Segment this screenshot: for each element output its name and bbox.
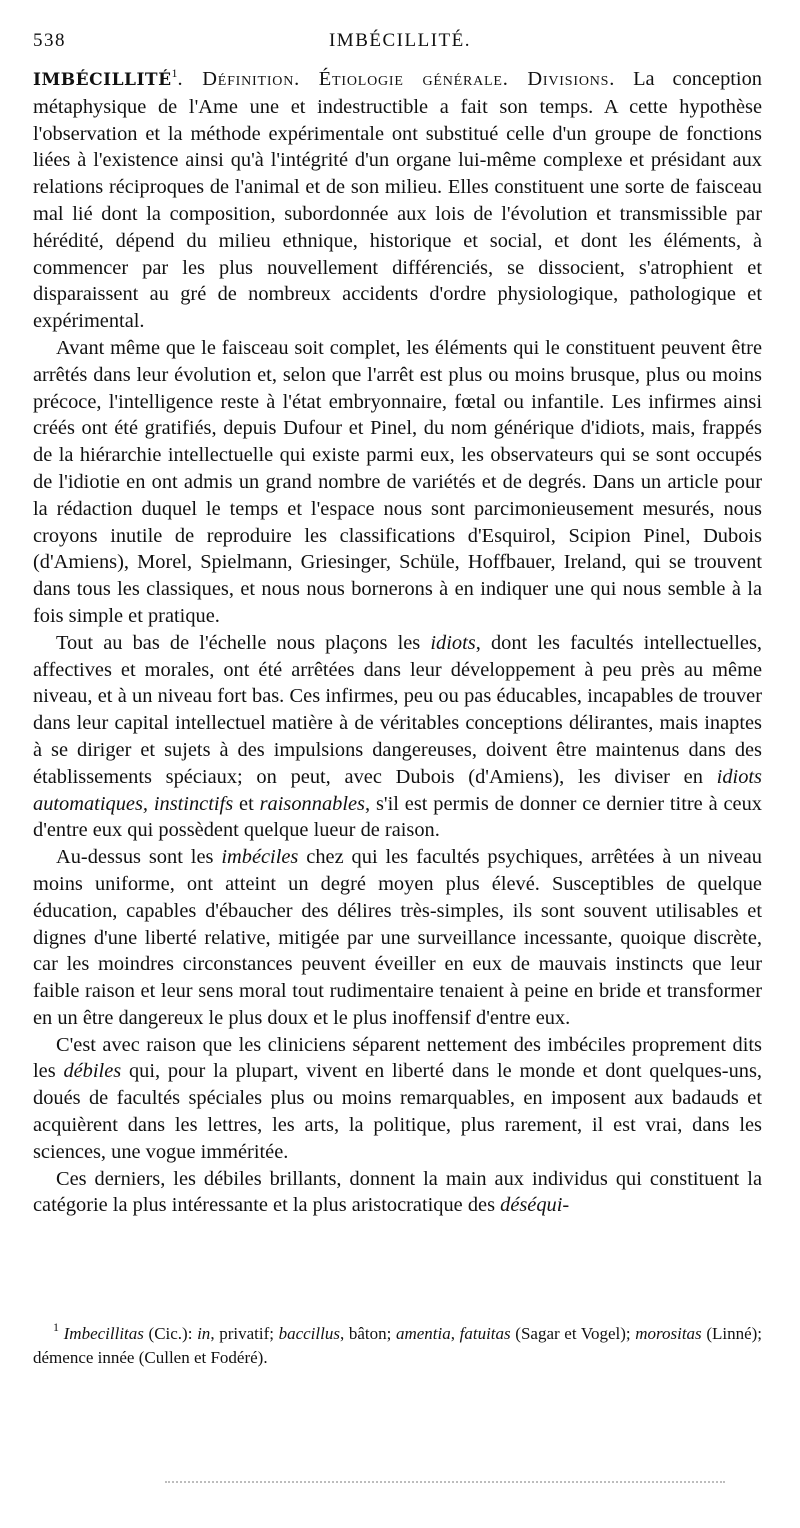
running-title: IMBÉCILLITÉ. bbox=[328, 30, 471, 51]
text-run: Au-dessus sont les bbox=[56, 846, 222, 869]
text-run: (Sagar et Vogel); bbox=[510, 1324, 636, 1343]
term-idiots-automatiques: idiots automatiques, instinctifs bbox=[33, 765, 762, 815]
text-run: qui, pour la plupart, vivent en liberté dans le monde et dont quelques-uns, doués de facultés spéciales plus ou moins remarquables, en imposent aux badauds et acquièrent dans les lettres, les arts, la politique, plus rarement, il est vrai, dans les sciences, une vogue imméritée. bbox=[33, 1060, 762, 1163]
term: baccillus bbox=[278, 1324, 340, 1343]
text-run: C'est avec raison que les cliniciens séparent nettement des imbéciles proprement dits les bbox=[33, 1033, 762, 1083]
footnote-1 bbox=[33, 1322, 762, 1369]
article-body bbox=[33, 66, 762, 1219]
term: Imbecillitas bbox=[63, 1324, 144, 1343]
text-run: (Cic.): bbox=[143, 1324, 198, 1343]
bleed-through-line bbox=[165, 1481, 725, 1489]
running-header bbox=[33, 30, 767, 60]
term: in bbox=[197, 1324, 211, 1343]
paragraph-1 bbox=[33, 66, 762, 335]
term: fatuitas bbox=[459, 1324, 511, 1343]
paragraph-3 bbox=[33, 630, 762, 844]
headword: IMBÉCILLITÉ bbox=[33, 70, 172, 90]
text-run: , privatif; bbox=[210, 1324, 279, 1343]
text-run: (Linné); démence innée (Cullen et Fodéré). bbox=[33, 1324, 763, 1367]
paragraph-1-text: La conception métaphysique de l'Ame une et indestructible a fait son temps. A cette hypothèse l'observation et la méthode expérimentale ont substitué celle d'un groupe de fonctions liées à l'existence ainsi qu'à l'intégrité d'un organe lui-même complexe et présidant aux relations réciproques de l'animal et de son milieu. Elles constituent une sorte de faisceau mal lié dont la composition, subordonnée aux lois de l'évolution et transmissible par hérédité, dépend du milieu ethnique, historique et social, et dont les éléments, à commencer par les plus nouvellement différenciés, se dissocient, s'atrophient et disparaissent au gré de nombreux accidents d'ordre physiologique, pathologique et expérimental. bbox=[33, 68, 762, 333]
term: morositas bbox=[635, 1324, 702, 1343]
text-run: , bbox=[450, 1324, 460, 1343]
paragraph-4 bbox=[33, 844, 762, 1032]
paragraph-6 bbox=[33, 1166, 762, 1220]
paragraph-5 bbox=[33, 1032, 762, 1166]
text-run: Tout au bas de l'échelle nous plaçons les bbox=[56, 631, 431, 654]
term-idiots: idiots bbox=[430, 631, 476, 654]
text-run: Ces derniers, les débiles brillants, donnent la main aux individus qui constituent la catégorie la plus intéressante et la plus aristocratique des bbox=[33, 1167, 762, 1217]
text-run: , s'il est permis de donner ce dernier titre à ceux d'entre eux qui possèdent quelque lueur de raison. bbox=[33, 792, 762, 842]
footnote-number: 1 bbox=[53, 1320, 59, 1334]
text-run: et bbox=[233, 792, 260, 815]
text-run: , bâton; bbox=[339, 1324, 396, 1343]
footnote bbox=[33, 1322, 762, 1369]
text-run: , dont les facultés intellectuelles, affectives et morales, ont été arrêtées dans leur développement à peu près au même niveau, et à un niveau fort bas. Ces infirmes, peu ou pas éducables, incapables de trouver dans leur capital intellectuel matière à de véritables conceptions délirantes, mais inaptes à se diriger et sujets à des impulsions dangereuses, doivent être maintenus dans des établissements spéciaux; on peut, avec Dubois (d'Amiens), les diviser en bbox=[33, 631, 762, 788]
footnote-marker: 1 bbox=[171, 66, 178, 80]
term-desequilibres: déséqui- bbox=[500, 1194, 570, 1217]
text-run: chez qui les facultés psychiques, arrêtées à un niveau moins uniforme, ont atteint un degré moyen plus élevé. Susceptibles de quelque éducation, capables d'ébaucher des délires très-simples, ils sont souvent utilisables et dignes d'une liberté relative, mitigée par une surveillance incessante, quoique discrète, car les moindres circonstances peuvent éveiller en eux de mauvais instincts que leur faible raison et leur sens moral tout rudimentaire tenaient à peine en bride et transformer en un être dangereux le plus doux et le plus inoffensif d'entre eux. bbox=[33, 846, 762, 1029]
page-number: 538 bbox=[33, 30, 66, 51]
term-imbeciles: imbéciles bbox=[221, 846, 299, 869]
divisions-heading: . Définition. Étiologie générale. Divisions. bbox=[177, 68, 616, 90]
term: amentia bbox=[395, 1324, 451, 1343]
term-raisonnables: raisonnables bbox=[259, 792, 365, 815]
term-debiles: débiles bbox=[63, 1060, 122, 1083]
paragraph-2: Avant même que le faisceau soit complet, les éléments qui le constituent peuvent être arrêtés dans leur évolution et, selon que l'arrêt est plus ou moins brusque, plus ou moins précoce, l'intelligence reste à l'état embryonnaire, fœtal ou infantile. Les infirmes ainsi créés ont été gratifiés, depuis Dufour et Pinel, du nom générique d'idiots, mais, frappés de la hiérarchie intellectuelle qui existe parmi eux, les observateurs qui se sont occupés de l'idiotie en ont admis un grand nombre de variétés et de degrés. Dans un article pour la rédaction duquel le temps et l'espace nous sont parcimonieusement mesurés, nous croyons inutile de reproduire les classifications d'Esquirol, Scipion Pinel, Dubois (d'Amiens), Morel, Spielmann, Griesinger, Schüle, Hoffbauer, Ireland, qui se trouvent dans tous les classiques, et nous nous bornerons à en indiquer une qui nous semble à la fois simple et pratique. bbox=[33, 336, 762, 627]
